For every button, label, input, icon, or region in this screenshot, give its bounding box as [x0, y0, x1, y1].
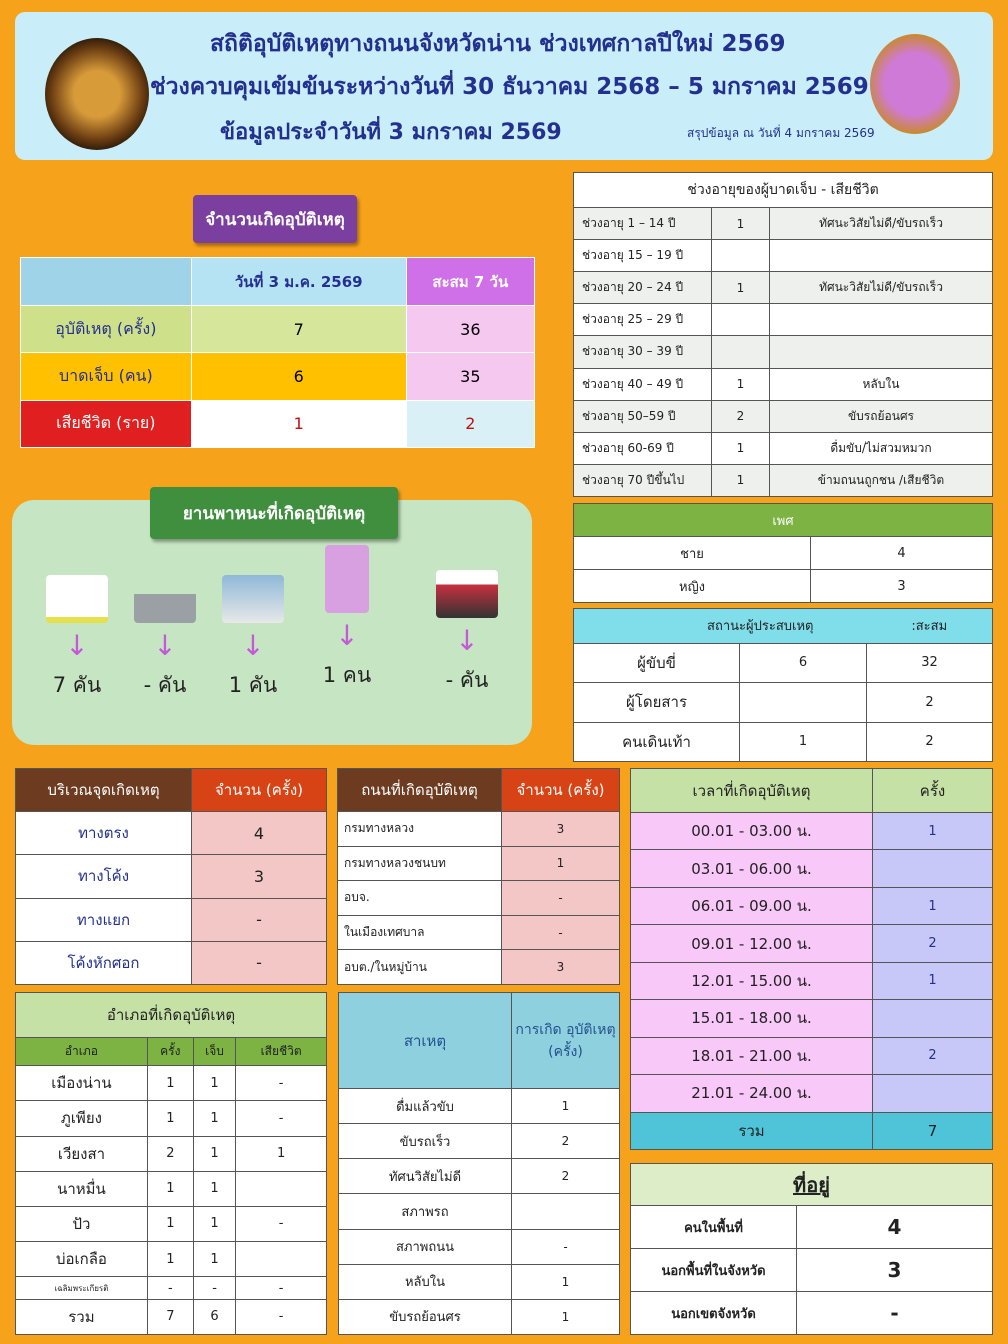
- district-row-cell: เวียงสา: [16, 1136, 148, 1171]
- accident-count-title: จำนวนเกิดอุบัติเหตุ: [193, 195, 357, 243]
- location-row: [16, 855, 327, 898]
- time-row: [631, 962, 993, 999]
- time-total-row-cell: 7: [873, 1112, 993, 1150]
- age-row-cell: ช่วงอายุ 1 – 14 ปี: [574, 208, 712, 240]
- location-row-cell: ทางตรง: [16, 812, 192, 855]
- district-row-cell: 1: [193, 1171, 236, 1206]
- road-row-cell: 3: [502, 950, 620, 985]
- gender-row-cell: ชาย: [574, 537, 811, 570]
- cause-row-cell: ขับรถเร็ว: [339, 1124, 512, 1159]
- road-row-cell: อบจ.: [338, 881, 502, 916]
- gender-title: เพศ: [574, 504, 993, 537]
- age-row-cell: 1: [712, 368, 770, 400]
- gender-row: [574, 570, 993, 603]
- title-line3: ข้อมูลประจำวันที่ 3 มกราคม 2569: [220, 120, 562, 145]
- road-h1: ถนนที่เกิดอุบัติเหตุ: [338, 769, 502, 812]
- time-row-cell: 12.01 - 15.00 น.: [631, 962, 873, 999]
- residence-table: [630, 1163, 993, 1335]
- time-row-cell: 03.01 - 06.00 น.: [631, 850, 873, 887]
- time-row-cell: 00.01 - 03.00 น.: [631, 813, 873, 850]
- age-row-cell: ช่วงอายุ 15 – 19 ปี: [574, 240, 712, 272]
- district-row-cell: [236, 1242, 327, 1277]
- accident-label: เสียชีวิต (ราย): [21, 400, 192, 447]
- province-seal-logo: [870, 34, 960, 134]
- district-row-cell: -: [193, 1277, 236, 1300]
- accident-row: [21, 353, 535, 400]
- location-row: [16, 812, 327, 855]
- age-row-cell: ช่วงอายุ 50–59 ปี: [574, 400, 712, 432]
- arrow-down-icon: ↓: [335, 619, 359, 652]
- status-row-cell: คนเดินเท้า: [574, 722, 740, 761]
- status-row-cell: 2: [867, 683, 993, 722]
- time-row: [631, 1000, 993, 1037]
- age-row-cell: ช่วงอายุ 60-69 ปี: [574, 432, 712, 464]
- residence-row: [631, 1249, 993, 1292]
- age-row-cell: [770, 336, 993, 368]
- district-header-cell: ครั้ง: [147, 1038, 193, 1066]
- district-row: [16, 1171, 327, 1206]
- age-row-cell: [712, 336, 770, 368]
- accident-cum: 36: [406, 306, 534, 353]
- time-row-cell: 06.01 - 09.00 น.: [631, 887, 873, 924]
- vehicle-count: - คัน: [445, 668, 489, 692]
- age-row-cell: [770, 304, 993, 336]
- summary-date: สรุปข้อมูล ณ วันที่ 4 มกราคม 2569: [687, 126, 875, 140]
- gender-row: [574, 537, 993, 570]
- district-row-cell: ภูเพียง: [16, 1101, 148, 1136]
- district-row-cell: -: [236, 1299, 327, 1334]
- vehicle-count: 1 คัน: [228, 673, 278, 697]
- district-row: [16, 1299, 327, 1334]
- road-row-cell: ในเมืองเทศบาล: [338, 915, 502, 950]
- status-row-cell: 6: [740, 643, 867, 682]
- vehicle-item: [422, 570, 512, 697]
- vehicle-item: [120, 575, 210, 702]
- location-row-cell: โค้งหักศอก: [16, 941, 192, 984]
- cause-row-cell: 2: [512, 1124, 620, 1159]
- motorcycle-icon: [46, 575, 108, 623]
- accident-day: 6: [191, 353, 406, 400]
- time-row: [631, 1037, 993, 1074]
- residence-title: ที่อยู่: [631, 1164, 993, 1206]
- age-row-cell: ขับรถย้อนศร: [770, 400, 993, 432]
- location-row-cell: ทางแยก: [16, 898, 192, 941]
- residence-row-cell: 3: [797, 1249, 993, 1292]
- col-cumulative: สะสม 7 วัน: [406, 258, 534, 306]
- accident-label: บาดเจ็บ (คน): [21, 353, 192, 400]
- district-row-cell: 1: [236, 1136, 327, 1171]
- arrow-down-icon: ↓: [241, 629, 265, 662]
- vehicles-title: ยานพาหนะที่เกิดอุบัติเหตุ: [150, 487, 398, 539]
- time-row-cell: 21.01 - 24.00 น.: [631, 1075, 873, 1112]
- cause-row-cell: ขับรถย้อนศร: [339, 1299, 512, 1334]
- time-table: [630, 768, 993, 1150]
- district-row-cell: -: [147, 1277, 193, 1300]
- vehicle-item: [32, 575, 122, 702]
- arrow-down-icon: ↓: [65, 629, 89, 662]
- cause-row: [339, 1299, 620, 1334]
- age-row-cell: ช่วงอายุ 30 – 39 ปี: [574, 336, 712, 368]
- cause-row: [339, 1089, 620, 1124]
- time-row: [631, 850, 993, 887]
- district-header-cell: อำเภอ: [16, 1038, 148, 1066]
- cause-row-cell: [512, 1194, 620, 1229]
- accident-row: [21, 400, 535, 447]
- district-row-cell: นาหมื่น: [16, 1171, 148, 1206]
- status-row-cell: [740, 683, 867, 722]
- blank-header: [21, 258, 192, 306]
- cause-row-cell: 1: [512, 1089, 620, 1124]
- cause-h2: การเกิด อุบัติเหตุ (ครั้ง): [512, 993, 620, 1089]
- time-row-cell: [873, 1075, 993, 1112]
- age-row-cell: ทัศนะวิสัยไม่ดี/ขับรถเร็ว: [770, 208, 993, 240]
- district-row-cell: 1: [147, 1242, 193, 1277]
- district-row-cell: 1: [147, 1101, 193, 1136]
- cause-row: [339, 1229, 620, 1264]
- residence-row-cell: 4: [797, 1206, 993, 1249]
- district-row-cell: 1: [193, 1206, 236, 1241]
- cause-row: [339, 1159, 620, 1194]
- district-row-cell: 2: [147, 1136, 193, 1171]
- location-row-cell: ทางโค้ง: [16, 855, 192, 898]
- accident-day: 7: [191, 306, 406, 353]
- district-header: [16, 1038, 327, 1066]
- age-row-cell: ดื่มขับ/ไม่สวมหมวก: [770, 432, 993, 464]
- age-title: ช่วงอายุของผู้บาดเจ็บ - เสียชีวิต: [574, 173, 993, 208]
- accident-count-table: [20, 257, 535, 448]
- road-row-cell: 1: [502, 846, 620, 881]
- age-row-cell: 1: [712, 272, 770, 304]
- pedestrian-icon: [325, 545, 369, 613]
- time-row-cell: 09.01 - 12.00 น.: [631, 925, 873, 962]
- road-row-cell: อบต./ในหมู่บ้าน: [338, 950, 502, 985]
- status-row-cell: 32: [867, 643, 993, 682]
- vehicle-count: 1 คน: [322, 663, 372, 687]
- age-row-cell: ช่วงอายุ 25 – 29 ปี: [574, 304, 712, 336]
- district-row-cell: [236, 1171, 327, 1206]
- district-row-cell: -: [236, 1277, 327, 1300]
- location-row-cell: -: [192, 898, 327, 941]
- time-row: [631, 1075, 993, 1112]
- time-row: [631, 813, 993, 850]
- age-row: [574, 464, 993, 496]
- age-row: [574, 240, 993, 272]
- time-h1: เวลาที่เกิดอุบัติเหตุ: [631, 769, 873, 813]
- district-row-cell: 1: [147, 1171, 193, 1206]
- time-row-cell: 1: [873, 887, 993, 924]
- cause-row-cell: 1: [512, 1299, 620, 1334]
- cause-row-cell: ดื่มแล้วขับ: [339, 1089, 512, 1124]
- location-row-cell: 3: [192, 855, 327, 898]
- age-row: [574, 272, 993, 304]
- accident-day: 1: [191, 400, 406, 447]
- status-row-cell: 2: [867, 722, 993, 761]
- cause-row-cell: -: [512, 1229, 620, 1264]
- time-row-cell: 1: [873, 962, 993, 999]
- residence-row-cell: -: [797, 1292, 993, 1335]
- time-total-row-cell: รวม: [631, 1112, 873, 1150]
- cause-row-cell: ทัศนวิสัยไม่ดี: [339, 1159, 512, 1194]
- residence-row-cell: นอกเขตจังหวัด: [631, 1292, 797, 1335]
- road-row: [338, 846, 620, 881]
- status-row-cell: ผู้โดยสาร: [574, 683, 740, 722]
- cause-row: [339, 1124, 620, 1159]
- age-row-cell: 1: [712, 464, 770, 496]
- status-row: [574, 722, 993, 761]
- district-row-cell: รวม: [16, 1299, 148, 1334]
- district-row: [16, 1206, 327, 1241]
- road-h2: จำนวน (ครั้ง): [502, 769, 620, 812]
- location-row: [16, 941, 327, 984]
- accident-cum: 35: [406, 353, 534, 400]
- gender-table: [573, 503, 993, 603]
- road-row-cell: 3: [502, 812, 620, 847]
- road-row: [338, 812, 620, 847]
- age-row-cell: [770, 240, 993, 272]
- district-row-cell: -: [236, 1101, 327, 1136]
- cause-h1: สาเหตุ: [339, 993, 512, 1089]
- cause-row-cell: 1: [512, 1264, 620, 1299]
- time-row-cell: 1: [873, 813, 993, 850]
- age-row: [574, 208, 993, 240]
- district-row-cell: 6: [193, 1299, 236, 1334]
- age-row-cell: ช่วงอายุ 40 – 49 ปี: [574, 368, 712, 400]
- age-row-cell: ช่วงอายุ 20 – 24 ปี: [574, 272, 712, 304]
- vehicle-item: [208, 575, 298, 702]
- district-row-cell: 1: [193, 1066, 236, 1101]
- age-row: [574, 304, 993, 336]
- district-row: [16, 1066, 327, 1101]
- road-row-cell: -: [502, 881, 620, 916]
- district-row-cell: 1: [193, 1136, 236, 1171]
- district-table: [15, 992, 327, 1335]
- status-row-cell: 1: [740, 722, 867, 761]
- road-table: [337, 768, 620, 985]
- header-banner: [15, 12, 993, 160]
- age-row: [574, 400, 993, 432]
- status-table: [573, 608, 993, 762]
- time-row-cell: [873, 850, 993, 887]
- residence-row-cell: คนในพื้นที่: [631, 1206, 797, 1249]
- cause-row-cell: 2: [512, 1159, 620, 1194]
- status-title: สถานะผู้ประสบเหตุ: [574, 609, 867, 644]
- age-row: [574, 432, 993, 464]
- arrow-down-icon: ↓: [455, 624, 479, 657]
- location-row: [16, 898, 327, 941]
- location-h1: บริเวณจุดเกิดเหตุ: [16, 769, 192, 812]
- cause-row-cell: สภาพรถ: [339, 1194, 512, 1229]
- vehicle-count: 7 คัน: [52, 673, 102, 697]
- time-h2: ครั้ง: [873, 769, 993, 813]
- road-row-cell: กรมทางหลวง: [338, 812, 502, 847]
- age-row-cell: ข้ามถนนถูกชน /เสียชีวิต: [770, 464, 993, 496]
- status-row: [574, 643, 993, 682]
- age-row-cell: 1: [712, 432, 770, 464]
- location-table: [15, 768, 327, 985]
- residence-row-cell: นอกพื้นที่ในจังหวัด: [631, 1249, 797, 1292]
- accident-cum: 2: [406, 400, 534, 447]
- location-row-cell: -: [192, 941, 327, 984]
- tricycle-icon: [436, 570, 498, 618]
- time-row-cell: 2: [873, 1037, 993, 1074]
- cause-row: [339, 1264, 620, 1299]
- district-row: [16, 1277, 327, 1300]
- road-row-cell: -: [502, 915, 620, 950]
- road-row: [338, 915, 620, 950]
- district-row: [16, 1136, 327, 1171]
- status-row-cell: ผู้ขับขี่: [574, 643, 740, 682]
- district-header-cell: เจ็บ: [193, 1038, 236, 1066]
- title-line2: ช่วงควบคุมเข้มข้นระหว่างวันที่ 30 ธันวาคม 2568 – 5 มกราคม 2569: [150, 74, 869, 100]
- cause-row: [339, 1194, 620, 1229]
- district-row-cell: -: [236, 1066, 327, 1101]
- status-row: [574, 683, 993, 722]
- age-row-cell: 2: [712, 400, 770, 432]
- district-row-cell: 7: [147, 1299, 193, 1334]
- location-row-cell: 4: [192, 812, 327, 855]
- gender-row-cell: หญิง: [574, 570, 811, 603]
- cause-row-cell: หลับใน: [339, 1264, 512, 1299]
- location-h2: จำนวน (ครั้ง): [192, 769, 327, 812]
- time-row-cell: 15.01 - 18.00 น.: [631, 1000, 873, 1037]
- age-table: [573, 172, 993, 497]
- district-row-cell: เฉลิมพระเกียรติ: [16, 1277, 148, 1300]
- cause-row-cell: สภาพถนน: [339, 1229, 512, 1264]
- residence-row: [631, 1292, 993, 1335]
- district-row-cell: -: [236, 1206, 327, 1241]
- car-icon: [222, 575, 284, 623]
- district-row-cell: 1: [193, 1242, 236, 1277]
- time-row: [631, 925, 993, 962]
- age-row-cell: หลับใน: [770, 368, 993, 400]
- age-row-cell: 1: [712, 208, 770, 240]
- road-row-cell: กรมทางหลวงชนบท: [338, 846, 502, 881]
- district-row-cell: 1: [147, 1206, 193, 1241]
- age-row-cell: ช่วงอายุ 70 ปีขึ้นไป: [574, 464, 712, 496]
- district-row-cell: 1: [193, 1101, 236, 1136]
- cause-table: [338, 992, 620, 1335]
- age-row-cell: [712, 240, 770, 272]
- time-row-cell: [873, 1000, 993, 1037]
- district-row-cell: บ่อเกลือ: [16, 1242, 148, 1277]
- status-cum: :สะสม: [867, 609, 993, 644]
- district-title: อำเภอที่เกิดอุบัติเหตุ: [16, 993, 327, 1038]
- time-row-cell: 18.01 - 21.00 น.: [631, 1037, 873, 1074]
- district-row-cell: ปัว: [16, 1206, 148, 1241]
- police-seal-logo: [45, 38, 149, 150]
- vehicle-item: [302, 545, 392, 692]
- age-row: [574, 368, 993, 400]
- arrow-down-icon: ↓: [153, 629, 177, 662]
- accident-row: [21, 306, 535, 353]
- gender-row-cell: 3: [811, 570, 993, 603]
- time-row: [631, 887, 993, 924]
- district-row: [16, 1242, 327, 1277]
- age-row-cell: ทัศนะวิสัยไม่ดี/ขับรถเร็ว: [770, 272, 993, 304]
- road-row: [338, 950, 620, 985]
- col-day: วันที่ 3 ม.ค. 2569: [191, 258, 406, 306]
- district-row-cell: 1: [147, 1066, 193, 1101]
- gender-row-cell: 4: [811, 537, 993, 570]
- road-row: [338, 881, 620, 916]
- age-row-cell: [712, 304, 770, 336]
- district-row-cell: เมืองน่าน: [16, 1066, 148, 1101]
- time-total-row: [631, 1112, 993, 1150]
- age-row: [574, 336, 993, 368]
- pickup-icon: [134, 575, 196, 623]
- residence-row: [631, 1206, 993, 1249]
- district-row: [16, 1101, 327, 1136]
- accident-label: อุบัติเหตุ (ครั้ง): [21, 306, 192, 353]
- time-row-cell: 2: [873, 925, 993, 962]
- title-line1: สถิติอุบัติเหตุทางถนนจังหวัดน่าน ช่วงเทศกาลปีใหม่ 2569: [210, 31, 786, 57]
- vehicle-count: - คัน: [143, 673, 187, 697]
- district-header-cell: เสียชีวิต: [236, 1038, 327, 1066]
